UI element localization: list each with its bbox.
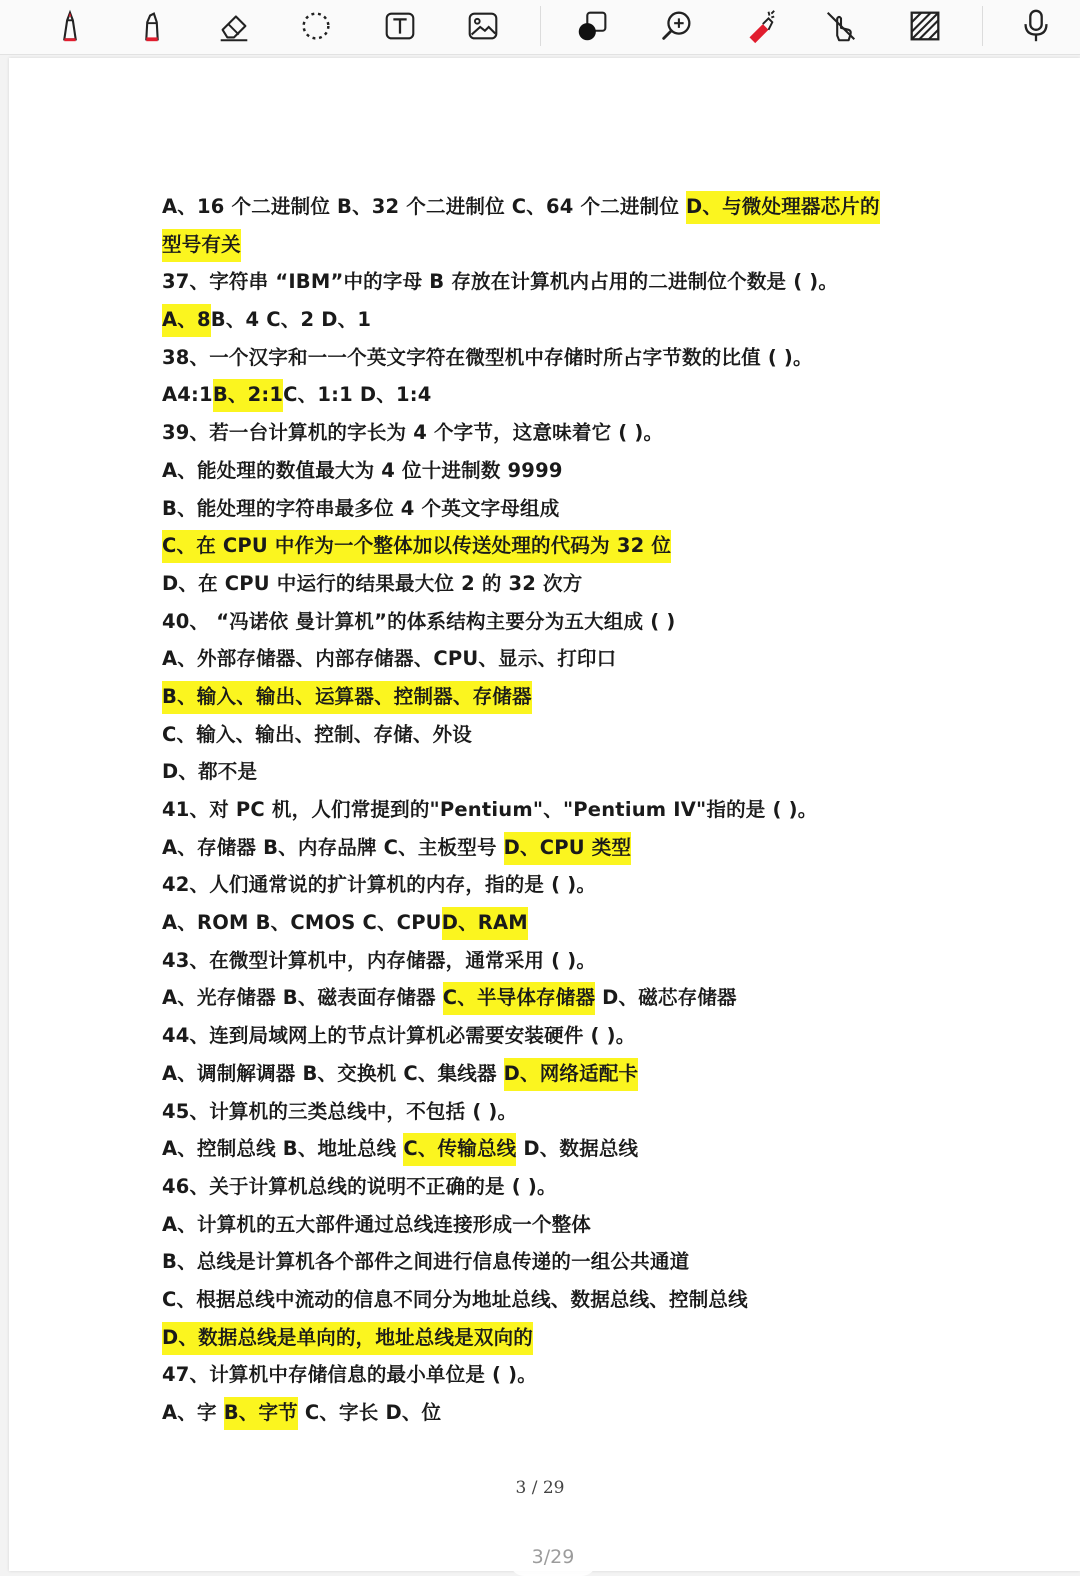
document-line: [162, 1243, 962, 1281]
document-line: [162, 716, 962, 754]
document-line: [162, 527, 962, 565]
line-text: 37、字符串 “IBM”中的字母 B 存放在计算机内占用的二进制位个数是 ( )。: [162, 270, 839, 294]
line-text: 46、关于计算机总线的说明不正确的是 ( )。: [162, 1174, 557, 1198]
hatch-icon: [906, 7, 944, 45]
line-text: 45、计算机的三类总线中，不包括 ( )。: [162, 1099, 518, 1123]
microphone-tool[interactable]: [1013, 4, 1059, 48]
document-line: [162, 942, 962, 980]
line-text: 39、若一台计算机的字长为 4 个字节，这意味着它 ( )。: [162, 421, 664, 445]
line-text: A、字: [162, 1401, 224, 1424]
document-line: [162, 1168, 962, 1206]
page-indicator: 3/29: [510, 1546, 596, 1576]
document-line: [162, 1093, 962, 1131]
document-line: [162, 1130, 962, 1168]
image-icon: [464, 7, 502, 45]
eraser-icon: [215, 7, 253, 45]
line-text: A、控制总线 B、地址总线: [162, 1137, 404, 1161]
highlighted-answer: D、CPU 类型: [504, 832, 632, 865]
line-text: D、都不是: [162, 760, 258, 784]
line-text: B、能处理的字符串最多位 4 个英文字母组成: [162, 496, 560, 520]
document-line: [162, 1394, 962, 1432]
document-line: [162, 1055, 962, 1093]
highlighted-answer: D、数据总线是单向的，地址总线是双向的: [162, 1322, 533, 1355]
eraser-tool[interactable]: [211, 4, 257, 48]
text-tool[interactable]: [377, 4, 423, 48]
laser-pointer-tool[interactable]: [736, 4, 782, 48]
highlighter-icon: [133, 7, 171, 45]
document-line: [162, 979, 962, 1017]
document-line: [162, 640, 962, 678]
document-line: [162, 1319, 962, 1357]
line-text: A、调制解调器 B、交换机 C、集线器: [162, 1061, 504, 1085]
toolbar-divider-2: [982, 6, 983, 46]
highlighter-tool[interactable]: [129, 4, 175, 48]
zoom-icon: [658, 7, 696, 45]
document-line: [162, 1356, 962, 1394]
line-text: A、外部存储器、内部存储器、CPU、显示、打印口: [162, 647, 617, 671]
document-line: [162, 603, 962, 641]
line-text: 41、对 PC 机，人们常提到的"Pentium"、"Pentium IV"指的是 ( )。: [162, 798, 818, 821]
highlighted-answer: B、2:1: [213, 379, 283, 412]
line-text: A、ROM B、CMOS C、CPU: [162, 911, 442, 935]
document-line: [162, 339, 962, 377]
line-text: A、能处理的数值最大为 4 位十进制数 9999: [162, 458, 563, 482]
line-text: 42、人们通常说的扩计算机的内存，指的是 ( )。: [162, 873, 597, 897]
highlighted-answer: D、网络适配卡: [504, 1058, 639, 1091]
line-text: B、总线是计算机各个部件之间进行信息传递的一组公共通道: [162, 1250, 690, 1274]
document-line: [162, 188, 962, 226]
document-line: [162, 678, 962, 716]
document-line: [162, 376, 962, 414]
zoom-tool[interactable]: [654, 4, 700, 48]
line-text: C、1:1 D、1:4: [283, 383, 432, 407]
line-text: 43、在微型计算机中，内存储器，通常采用 ( )。: [162, 948, 597, 972]
document-line: [162, 565, 962, 603]
highlighted-answer: C、在 CPU 中作为一个整体加以传送处理的代码为 32 位: [162, 530, 671, 563]
line-text: C、输入、输出、控制、存储、外设: [162, 722, 473, 746]
highlighted-answer: B、输入、输出、运算器、控制器、存储器: [162, 681, 532, 714]
highlighted-answer: D、RAM: [442, 907, 528, 940]
document-line: [162, 263, 962, 301]
document-line: [162, 904, 962, 942]
document-line: [162, 452, 962, 490]
line-text: C、字长 D、位: [297, 1401, 442, 1424]
line-text: 38、一个汉字和一一个英文字符在微型机中存储时所占字节数的比值 ( )。: [162, 345, 813, 369]
document-line: [162, 301, 962, 339]
lasso-tool[interactable]: [293, 4, 339, 48]
line-text: D、在 CPU 中运行的结果最大位 2 的 32 次方: [162, 571, 583, 595]
line-text: B、4 C、2 D、1: [210, 308, 372, 332]
document-line: [162, 490, 962, 528]
line-text: 44、连到局域网上的节点计算机必需要安装硬件 ( )。: [162, 1024, 636, 1048]
document-line: [162, 866, 962, 904]
document-content: [162, 188, 962, 1432]
line-text: D、磁芯存储器: [595, 986, 737, 1010]
laser-pointer-icon: [740, 7, 778, 45]
touch-write-icon: [822, 7, 860, 45]
touch-write-tool[interactable]: [818, 4, 864, 48]
highlighted-answer: B、字节: [224, 1397, 298, 1430]
text-icon: [381, 7, 419, 45]
line-text: A、光存储器 B、磁表面存储器: [162, 986, 443, 1010]
document-line: [162, 1281, 962, 1319]
line-text: A4:1: [162, 383, 213, 407]
page-number: 3 / 29: [515, 1478, 565, 1498]
highlighted-answer: A、8: [162, 304, 211, 337]
annotation-toolbar: [0, 0, 1080, 55]
line-text: C、根据总线中流动的信息不同分为地址总线、数据总线、控制总线: [162, 1287, 748, 1311]
highlighted-answer: D、与微处理器芯片的: [686, 191, 880, 224]
document-line: [162, 829, 962, 867]
highlighted-answer: C、传输总线: [403, 1133, 516, 1166]
line-text: 47、计算机中存储信息的最小单位是 ( )。: [162, 1363, 537, 1387]
document-line: [162, 414, 962, 452]
document-line: [162, 1206, 962, 1244]
shapes-tool[interactable]: [570, 4, 616, 48]
line-text: A、16 个二进制位 B、32 个二进制位 C、64 个二进制位: [162, 195, 687, 218]
line-text: D、数据总线: [516, 1137, 639, 1161]
document-line: [162, 1017, 962, 1055]
image-tool[interactable]: [460, 4, 506, 48]
microphone-icon: [1017, 7, 1055, 45]
line-text: A、存储器 B、内存品牌 C、主板型号: [162, 835, 504, 859]
hatch-tool[interactable]: [902, 4, 948, 48]
line-text: 40、 “冯诺依 曼计算机”的体系结构主要分为五大组成 ( ): [162, 609, 676, 633]
toolbar-divider: [540, 6, 541, 46]
document-line: [162, 753, 962, 791]
document-line: [162, 791, 962, 829]
shapes-icon: [574, 7, 612, 45]
highlighted-answer: C、半导体存储器: [443, 982, 595, 1015]
highlighted-answer: 型号有关: [162, 229, 241, 262]
document-line: [162, 226, 962, 264]
pen-icon: [51, 7, 89, 45]
pen-tool[interactable]: [47, 4, 93, 48]
line-text: A、计算机的五大部件通过总线连接形成一个整体: [162, 1212, 591, 1236]
lasso-icon: [297, 7, 335, 45]
